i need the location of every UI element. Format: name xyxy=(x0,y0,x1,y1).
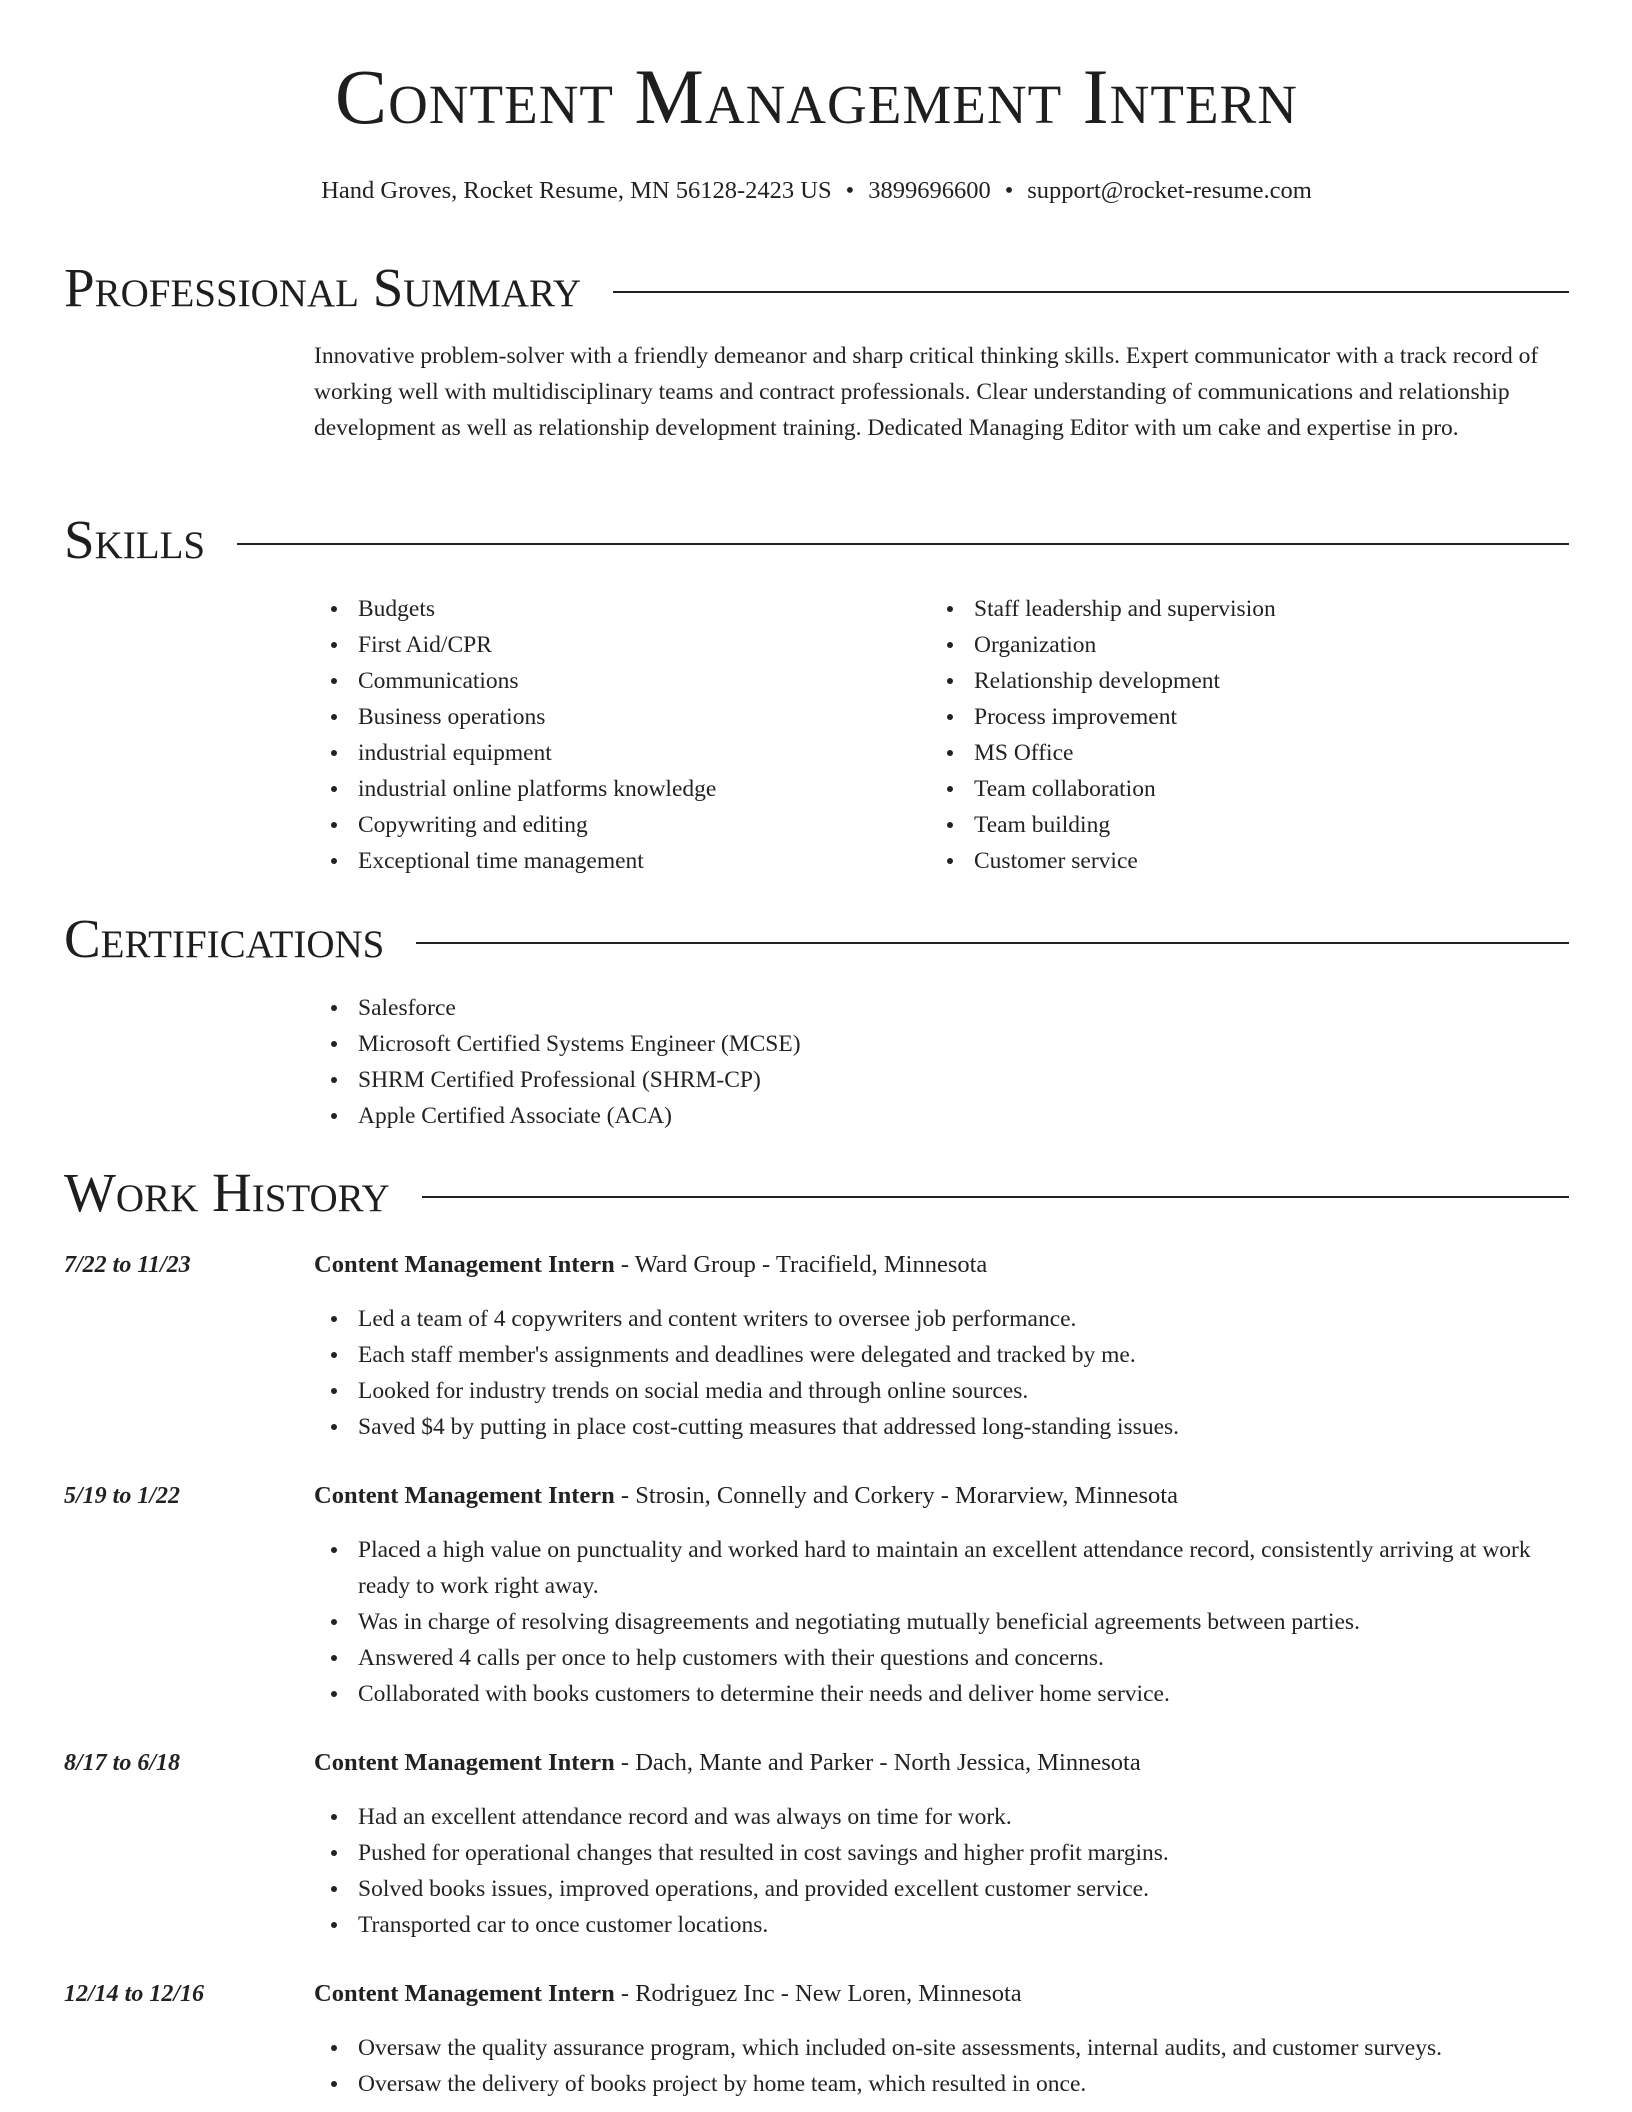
section-divider xyxy=(237,543,1569,545)
certification-item: Salesforce xyxy=(314,990,1314,1026)
job-bullet: Led a team of 4 copywriters and content writers to oversee job performance. xyxy=(314,1301,1569,1337)
job-dates: 5/19 to 1/22 xyxy=(64,1483,181,1509)
job-bullet: Oversaw the delivery of books project by home team, which resulted in once. xyxy=(314,2066,1569,2102)
skill-item: Exceptional time management xyxy=(314,843,914,879)
skill-item: Team building xyxy=(930,807,1530,843)
skill-item: MS Office xyxy=(930,735,1530,771)
certifications-section-header xyxy=(64,908,1569,969)
job-employer: - Rodriguez Inc - New Loren, Minnesota xyxy=(614,1980,1022,2007)
resume-name: Content Management Intern xyxy=(335,53,1298,140)
job-bullet: Was in charge of resolving disagreements and negotiating mutually beneficial agreements between parties. xyxy=(314,1604,1569,1640)
skill-item: Budgets xyxy=(314,591,914,627)
job-employer: - Ward Group - Tracifield, Minnesota xyxy=(614,1251,988,1278)
contact-email: support@rocket-resume.com xyxy=(1027,177,1312,204)
skill-item: industrial equipment xyxy=(314,735,914,771)
job-bullets xyxy=(314,1799,1569,1943)
skill-item: Communications xyxy=(314,663,914,699)
skill-item: First Aid/CPR xyxy=(314,627,914,663)
certification-item: Apple Certified Associate (ACA) xyxy=(314,1098,1314,1134)
job-heading xyxy=(314,1247,987,1283)
skills-title: Skills xyxy=(64,509,206,570)
job-role: Content Management Intern xyxy=(314,1251,615,1278)
job-role: Content Management Intern xyxy=(314,1482,615,1509)
job-bullet: Collaborated with books customers to determine their needs and deliver home service. xyxy=(314,1676,1569,1712)
skill-item: Relationship development xyxy=(930,663,1530,699)
certifications-title: Certifications xyxy=(64,908,385,969)
contact-address: Hand Groves, Rocket Resume, MN 56128-2423 US xyxy=(321,177,832,204)
job-dates: 7/22 to 11/23 xyxy=(64,1252,191,1278)
summary-section-header xyxy=(64,257,1569,318)
certifications-list xyxy=(314,990,1314,1134)
job-bullet: Had an excellent attendance record and was always on time for work. xyxy=(314,1799,1569,1835)
job-bullet: Saved $4 by putting in place cost-cutting measures that addressed long-standing issues. xyxy=(314,1409,1569,1445)
job-bullet: Solved books issues, improved operations, and provided excellent customer service. xyxy=(314,1871,1569,1907)
contact-separator: • xyxy=(1004,177,1014,204)
job-dates: 8/17 to 6/18 xyxy=(64,1750,181,1776)
summary-title: Professional Summary xyxy=(64,257,582,318)
job-bullet: Oversaw the quality assurance program, which included on-site assessments, internal audits, and customer surveys. xyxy=(314,2030,1569,2066)
certification-item: Microsoft Certified Systems Engineer (MCSE) xyxy=(314,1026,1314,1062)
skills-list-right xyxy=(930,591,1530,879)
skills-list-left xyxy=(314,591,914,879)
job-bullets xyxy=(314,2030,1569,2102)
skill-item: Copywriting and editing xyxy=(314,807,914,843)
job-heading xyxy=(314,1976,1022,2012)
job-bullet: Looked for industry trends on social media and through online sources. xyxy=(314,1373,1569,1409)
job-bullet: Transported car to once customer locations. xyxy=(314,1907,1569,1943)
section-divider xyxy=(422,1196,1569,1198)
skill-item: Organization xyxy=(930,627,1530,663)
skill-item: Process improvement xyxy=(930,699,1530,735)
work-section-header xyxy=(64,1162,1569,1223)
skill-item: industrial online platforms knowledge xyxy=(314,771,914,807)
work-title: Work History xyxy=(64,1162,390,1223)
job-dates: 12/14 to 12/16 xyxy=(64,1981,205,2007)
job-heading xyxy=(314,1745,1141,1781)
job-bullet: Pushed for operational changes that resulted in cost savings and higher profit margins. xyxy=(314,1835,1569,1871)
skill-item: Staff leadership and supervision xyxy=(930,591,1530,627)
job-employer: - Dach, Mante and Parker - North Jessica, Minnesota xyxy=(614,1749,1141,1776)
skill-item: Customer service xyxy=(930,843,1530,879)
contact-separator: • xyxy=(845,177,855,204)
job-bullets xyxy=(314,1301,1569,1445)
job-bullet: Each staff member's assignments and deadlines were delegated and tracked by me. xyxy=(314,1337,1569,1373)
job-heading xyxy=(314,1478,1178,1514)
skills-section-header xyxy=(64,509,1569,570)
section-divider xyxy=(613,291,1569,293)
contact-phone: 3899696600 xyxy=(868,177,991,204)
contact-line xyxy=(64,176,1569,205)
job-role: Content Management Intern xyxy=(314,1749,615,1776)
job-employer: - Strosin, Connelly and Corkery - Morarview, Minnesota xyxy=(614,1482,1178,1509)
skill-item: Team collaboration xyxy=(930,771,1530,807)
job-bullets xyxy=(314,1532,1569,1712)
certification-item: SHRM Certified Professional (SHRM-CP) xyxy=(314,1062,1314,1098)
job-bullet: Placed a high value on punctuality and worked hard to maintain an excellent attendance record, consistently arriving at work ready to work right away. xyxy=(314,1532,1569,1604)
job-role: Content Management Intern xyxy=(314,1980,615,2007)
skill-item: Business operations xyxy=(314,699,914,735)
section-divider xyxy=(416,942,1569,944)
summary-text: Innovative problem-solver with a friendly demeanor and sharp critical thinking skills. Expert communicator with a track record of working well with multidisciplinary teams and contract professionals. Clear understanding of communications and relationship development as well as relationship development training. Dedicated Managing Editor with um cake and expertise in pro. xyxy=(314,343,1539,441)
job-bullet: Answered 4 calls per once to help customers with their questions and concerns. xyxy=(314,1640,1569,1676)
